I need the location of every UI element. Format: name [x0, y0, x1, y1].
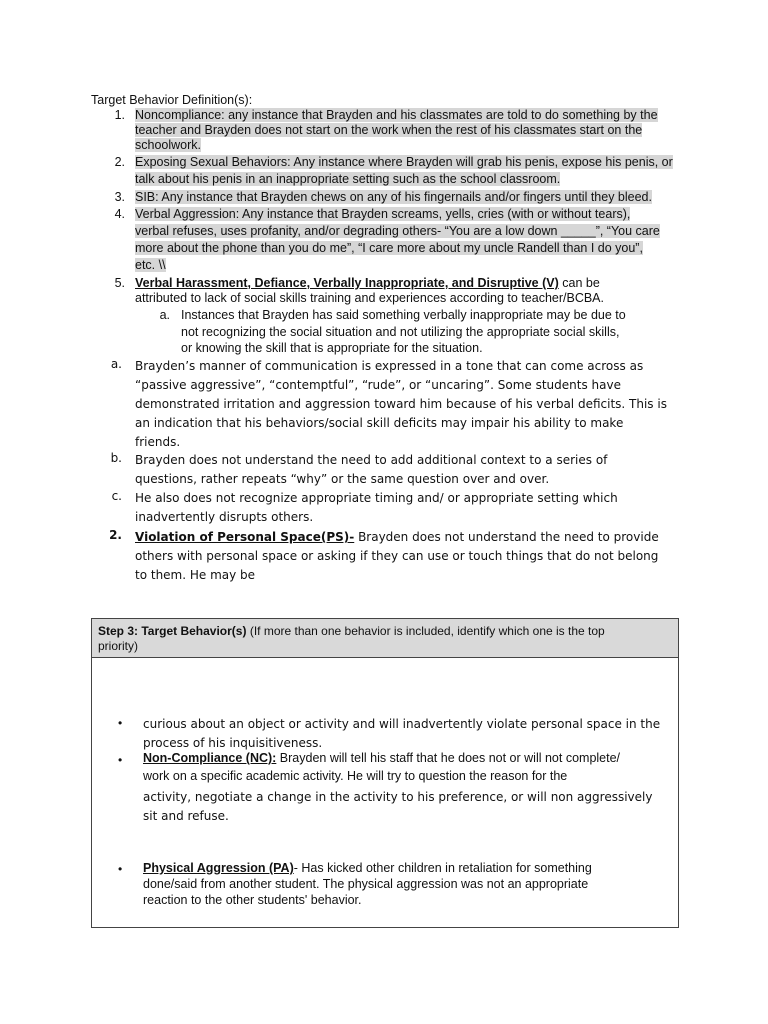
sub-text: Instances that Brayden has said something verbally inappropriate may be due to: [181, 308, 626, 322]
step-title: Step 3: Target Behavior(s): [98, 624, 247, 638]
item-text: SIB: Any instance that Brayden chews on any of his fingernails and/or fingers until they bleed.: [135, 190, 652, 204]
sub-text: not recognizing the social situation and not utilizing the appropriate social skills,: [181, 325, 620, 339]
letter-text: inadvertently disrupts others.: [135, 510, 314, 524]
item-number: 4.: [114, 207, 125, 221]
item-number: 1.: [114, 108, 125, 122]
letter-text: He also does not recognize appropriate timing and/ or appropriate setting which: [135, 491, 618, 505]
letter-text: Brayden does not understand the need to add additional context to a series of: [135, 453, 608, 467]
item-number: 2.: [109, 528, 122, 542]
step-instruction: (If more than one behavior is included, identify which one is the top: [246, 624, 605, 638]
bullet-text: activity, negotiate a change in the activity to his preference, or will non aggressively: [143, 790, 653, 804]
item-text: etc. \\: [135, 258, 166, 272]
behavior-title: Verbal Harassment, Defiance, Verbally Inappropriate, and Disruptive (V): [135, 276, 559, 290]
bullet-text: reaction to the other students' behavior.: [143, 893, 362, 907]
bullet-text: curious about an object or activity and will inadvertently violate personal space in the: [143, 717, 661, 731]
item-text: to them. He may be: [135, 568, 256, 582]
bullet-text: process of his inquisitiveness.: [143, 736, 323, 750]
letter-marker: a.: [110, 357, 122, 371]
item-text: Noncompliance: any instance that Brayden and his classmates are told to do something by the: [135, 108, 658, 122]
letter-text: friends.: [135, 435, 181, 449]
section-heading: Target Behavior Definition(s):: [91, 93, 253, 107]
sub-text: or knowing the skill that is appropriate for the situation.: [181, 341, 483, 355]
letter-text: questions, rather repeats “why” or the same question over and over.: [135, 472, 550, 486]
item-number: 5.: [114, 276, 125, 290]
bullet-text: Brayden will tell his staff that he does not or will not complete/: [276, 751, 621, 765]
item-text: verbal refuses, uses profanity, and/or degrading others- “You are a low down _____”, “You care: [135, 224, 660, 238]
letter-text: Brayden’s manner of communication is expressed in a tone that can come across as: [135, 359, 644, 373]
letter-text: demonstrated irritation and aggression toward him because of his verbal deficits. This is: [135, 397, 667, 411]
sub-letter: a.: [159, 308, 170, 322]
letter-marker: c.: [111, 489, 122, 503]
item-number: 3.: [114, 190, 125, 204]
behavior-title: Physical Aggression (PA): [143, 861, 294, 875]
item-number: 2.: [114, 155, 125, 169]
item-text: more about the phone than you do me”, “I care more about my uncle Randell than I do you”,: [135, 241, 643, 255]
behavior-title: Non-Compliance (NC):: [143, 751, 277, 765]
bullet-text: sit and refuse.: [143, 809, 229, 823]
target-behavior-table: [91, 618, 679, 928]
item-text: teacher and Brayden does not start on the work when the rest of his classmates start on the: [135, 123, 643, 137]
item-text: others with personal space or asking if they can use or touch things that do not belong: [135, 549, 659, 563]
bullet-icon: •: [118, 862, 123, 876]
item-text: Exposing Sexual Behaviors: Any instance where Brayden will grab his penis, expose his penis, or: [135, 155, 673, 169]
item-text: attributed to lack of social skills training and experiences according to teacher/BCBA.: [135, 291, 604, 305]
item-text: talk about his penis in an inappropriate setting such as the school classroom.: [135, 172, 561, 186]
bullet-icon: •: [118, 716, 123, 730]
bullet-text: done/said from another student. The physical aggression was not an appropriate: [143, 877, 589, 891]
item-text: can be: [558, 276, 600, 290]
bullet-text: - Has kicked other children in retaliation for something: [293, 861, 592, 875]
item-text: Verbal Aggression: Any instance that Brayden screams, yells, cries (with or without tears),: [135, 207, 631, 221]
letter-text: an indication that his behaviors/social skill deficits may impair his ability to make: [135, 416, 624, 430]
behavior-title: Violation of Personal Space(PS)-: [135, 530, 355, 544]
bullet-icon: •: [118, 753, 123, 767]
item-text: Brayden does not understand the need to provide: [354, 530, 659, 544]
item-text: schoolwork.: [135, 138, 201, 152]
letter-marker: b.: [110, 451, 122, 465]
table-header: [92, 619, 678, 658]
letter-text: “passive aggressive”, “contemptful”, “rude”, or “uncaring”. Some students have: [135, 378, 621, 392]
bullet-text: work on a specific academic activity. He will try to question the reason for the: [143, 769, 568, 783]
step-instruction: priority): [98, 639, 139, 653]
